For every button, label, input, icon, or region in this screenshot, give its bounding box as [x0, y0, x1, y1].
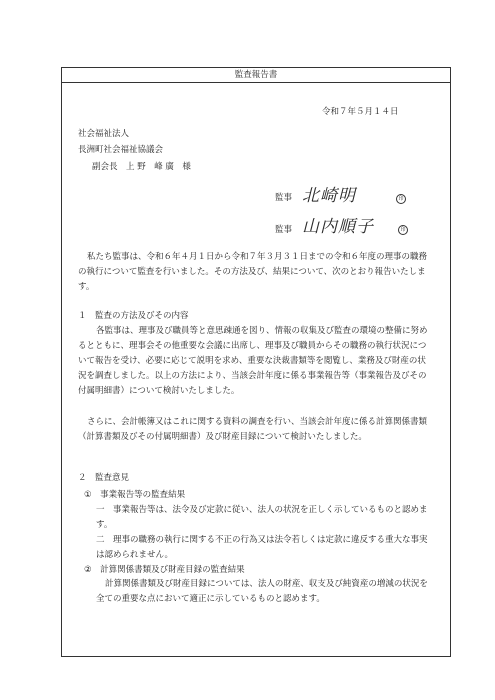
section2-sub2-text: 計算関係書類及び財産目録については、法人の財産、収支及び純資産の増減の状況を全ての重要な点において適正に示しているものと認めます。: [96, 579, 428, 604]
section2-sub1-item2: 二 理事の職務の執行に関する不正の行為又は法令若しくは定款に違反する重大な事実は認められません。: [96, 535, 428, 560]
section2-sub1-item1: 一 事業報告等は、法令及び定款に従い、法人の状況を正しく示しているものと認めます。: [96, 505, 428, 530]
section1-paragraph1: 各監事は、理事及び職員等と意思疎通を図り、情報の収集及び監査の環境の整備に努めるとともに、理事会その他重要な会議に出席し、理事及び職員からその職務の執行状況について報告を受け、必要に応じて説明を求め、重要な決裁書類等を閲覧し、業務及び財産の状況を調査しました。以上の方法により、当該会計年度に係る事業報告等（事業報告及びその付属明細書）について検討いたしました。: [78, 326, 428, 396]
auditor-role-1: 監事: [275, 193, 293, 203]
auditor-role-2: 監事: [275, 225, 293, 235]
section2-heading: ２ 監査意見: [78, 473, 130, 483]
addressee-line1: 社会福祉法人: [78, 129, 130, 139]
auditor-signature-2: 山内順子: [302, 217, 374, 237]
report-date-text: 令和７年５月: [322, 107, 374, 117]
seal-icon: 印: [398, 225, 408, 235]
addressee-line3: 副会長 上 野 峰 廣 様: [92, 162, 191, 172]
intro-paragraph: 私たち監事は、令和６年４月１日から令和７年３月３１日までの令和６年度の理事の職務の執行について監査を行いました。その方法及び、結果について、次のとおり報告いたします。: [78, 252, 428, 292]
section2-sub1-heading: ① 事業報告等の監査結果: [84, 490, 186, 500]
section2-sub2-heading: ② 計算関係書類及び財産目録の監査結果: [84, 565, 245, 575]
auditor-signature-1: 北崎明: [302, 186, 356, 206]
addressee-line2: 長洲町社会福祉協議会: [78, 145, 164, 155]
seal-icon: 印: [396, 194, 406, 204]
report-date-day: １４日: [373, 107, 399, 117]
section1-paragraph2: さらに、会計帳簿又はこれに関する資料の調査を行い、当該会計年度に係る計算関係書類（計算書類及びその付属明細書）及び財産目録について検討いたしました。: [78, 417, 428, 442]
report-date: [322, 107, 399, 118]
section1-heading: １ 監査の方法及びその内容: [78, 311, 189, 321]
document-title: 監査報告書: [61, 67, 451, 83]
